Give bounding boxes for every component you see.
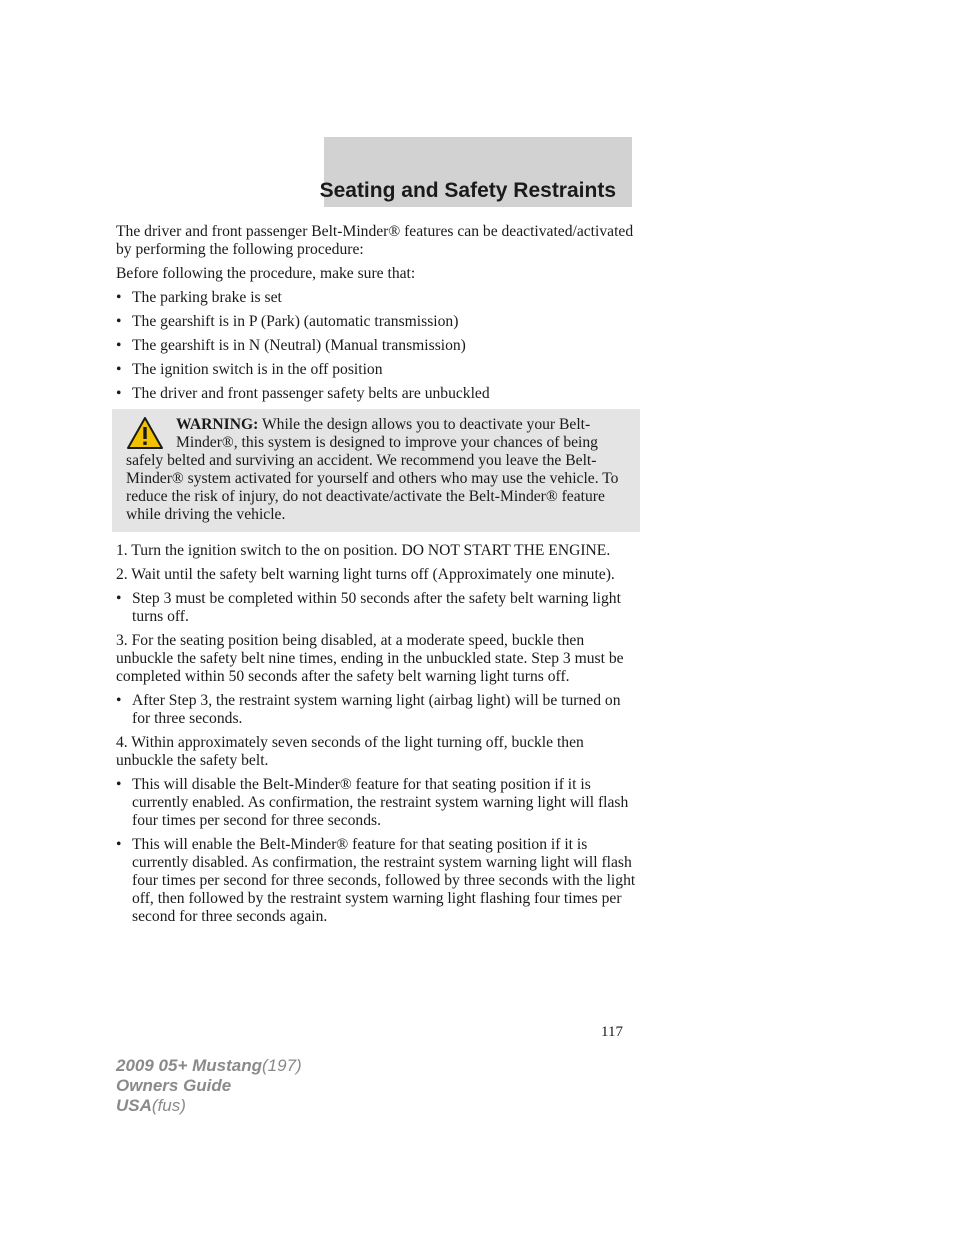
warning-box (112, 409, 640, 532)
step-3: 3. For the seating position being disabled, at a moderate speed, buckle then unbuckle the safety belt nine times, ending in the unbuckled state. Step 3 must be completed within 50 seconds after the safety belt warning light turns off. (116, 632, 624, 685)
section-header (319, 137, 632, 207)
footer-line-3 (116, 1096, 302, 1116)
warning-label: WARNING: (176, 416, 259, 433)
list-item: • The gearshift is in P (Park) (automatic transmission) (116, 313, 636, 331)
intro-paragraph: The driver and front passenger Belt-Minder® features can be deactivated/activated by performing the following procedure: (116, 223, 634, 258)
list-item: • After Step 3, the restraint system warning light (airbag light) will be turned on for three seconds. (116, 692, 636, 728)
list-item: • The gearshift is in N (Neutral) (Manual transmission) (116, 337, 636, 355)
step-2: 2. Wait until the safety belt warning light turns off (Approximately one minute). (116, 566, 615, 583)
footer-guide: Owners Guide (116, 1076, 232, 1095)
step-4: 4. Within approximately seven seconds of the light turning off, buckle then unbuckle the safety belt. (116, 734, 584, 769)
footer-region-code: (fus) (151, 1096, 186, 1115)
footer-line-2 (116, 1076, 302, 1096)
warning-triangle-icon (126, 416, 164, 450)
warning-text: While the design allows you to deactivate your Belt-Minder®, this system is designed to improve your chances of being safely belted and surviving an accident. We recommend you leave the Belt-Minder® system activated for yourself and others who may use the vehicle. To reduce the risk of injury, do not deactivate/activate the Belt-Minder® feature while driving the vehicle. (126, 416, 619, 523)
step-1: 1. Turn the ignition switch to the on position. DO NOT START THE ENGINE. (116, 542, 611, 559)
footer (116, 1056, 302, 1116)
footer-region: USA (116, 1096, 152, 1115)
list-item: • Step 3 must be completed within 50 seconds after the safety belt warning light turns off. (116, 590, 636, 626)
list-item: • The driver and front passenger safety belts are unbuckled (116, 385, 636, 403)
footer-model-code: (197) (262, 1056, 302, 1075)
list-item: • The ignition switch is in the off position (116, 361, 636, 379)
before-paragraph: Before following the procedure, make sure that: (116, 265, 416, 282)
footer-model: 2009 05+ Mustang (116, 1056, 262, 1075)
list-item: • The parking brake is set (116, 289, 636, 307)
section-title: Seating and Safety Restraints (319, 179, 616, 202)
page-body (116, 223, 636, 932)
footer-line-1 (116, 1056, 302, 1076)
list-item: • This will disable the Belt-Minder® feature for that seating position if it is currently enabled. As confirmation, the restraint system warning light will flash four times per second for three seconds. (116, 776, 636, 830)
page-number: 117 (601, 1024, 623, 1040)
list-item: • This will enable the Belt-Minder® feature for that seating position if it is currently disabled. As confirmation, the restraint system warning light will flash four times per second for three seconds, followed by three seconds with the light off, then followed by the restraint system warning light flashing four times per second for three seconds again. (116, 836, 636, 926)
